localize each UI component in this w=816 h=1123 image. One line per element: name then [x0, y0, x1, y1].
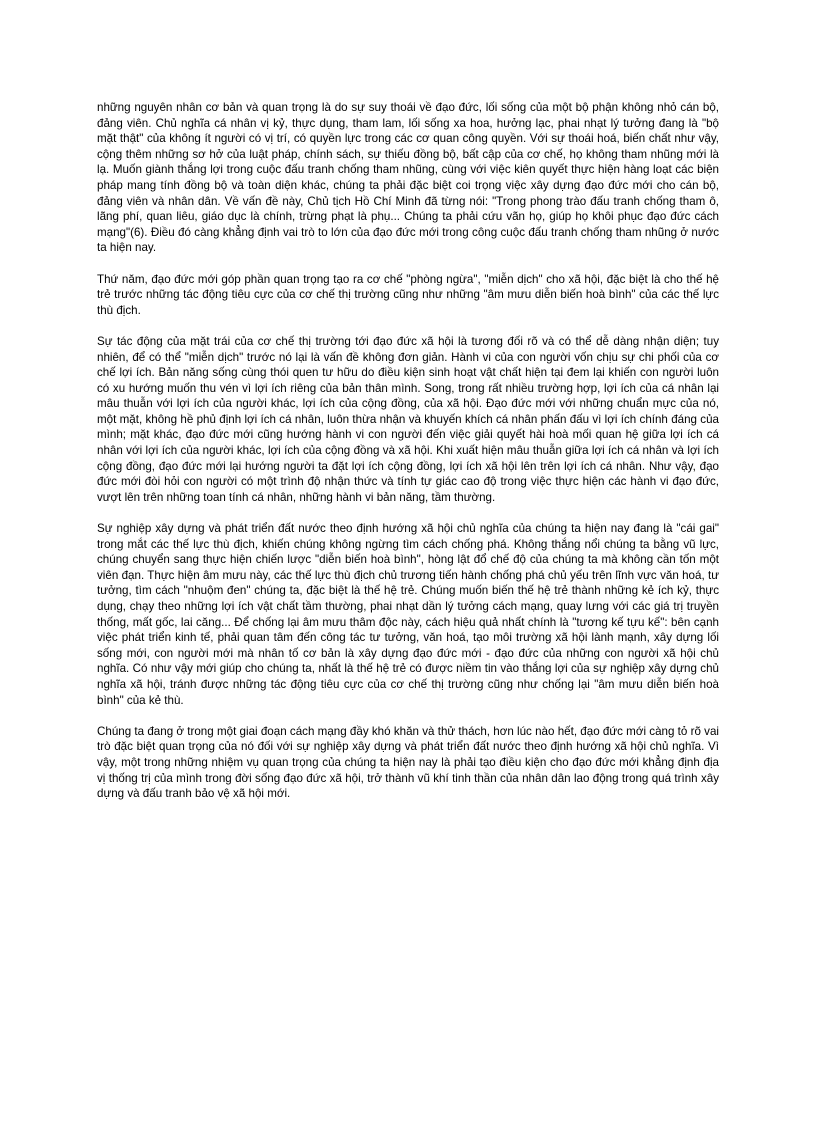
paragraph-4: Sự nghiệp xây dựng và phát triển đất nước theo định hướng xã hội chủ nghĩa của chúng ta hiện nay đang là "cái gai" trong mắt các thế lực thù địch, khiến chúng không ngừng tìm cách chống phá. Không thắng nổi chúng ta bằng vũ lực, chúng chuyển sang thực hiện chiến lược "diễn biến hoà bình", hòng lật đổ chế độ của chúng ta mà không cần tốn một viên đạn. Thực hiện âm mưu này, các thế lực thù địch chủ trương tiến hành chống phá chủ yếu trên lĩnh vực văn hoá, tư tưởng, tìm cách "nhuộm đen" chúng ta, đặc biệt là thế hệ trẻ. Chúng muốn biến thế hệ trẻ thành những kẻ ích kỷ, thực dụng, chạy theo những lợi ích vật chất tầm thường, phai nhạt dần lý tưởng cách mạng, quay lưng với các giá trị truyền thống, mất gốc, lai căng... Để chống lại âm mưu thâm độc này, cách hiệu quả nhất chính là "tương kế tựu kế": bên cạnh việc phát triển kinh tế, phải quan tâm đến công tác tư tưởng, văn hoá, tạo môi trường xã hội lành mạnh, xây dựng lối sống mới, con người mới mà nhân tố cơ bản là xây dựng đạo đức mới - đạo đức của những con người xã hội chủ nghĩa. Có như vậy mới giúp cho chúng ta, nhất là thế hệ trẻ có được niềm tin vào thắng lợi của sự nghiệp xây dựng chủ nghĩa xã hội, tránh được những tác động tiêu cực của cơ chế thị trường cũng như chống lại "âm mưu diễn biến hoà bình" của kẻ thù. — [97, 522, 719, 707]
paragraph-2: Thứ năm, đạo đức mới góp phần quan trọng tạo ra cơ chế "phòng ngừa", "miễn dịch" cho xã hội, đặc biệt là cho thế hệ trẻ trước những tác động tiêu cực của cơ chế thị trường cũng như những "âm mưu diễn biến hoà bình" của các thế lực thù địch. — [97, 272, 719, 317]
document-page — [97, 100, 719, 802]
paragraph-1: những nguyên nhân cơ bản và quan trọng là do sự suy thoái về đạo đức, lối sống của một bộ phận không nhỏ cán bộ, đảng viên. Chủ nghĩa cá nhân vị kỷ, thực dụng, tham lam, lối sống xa hoa, hưởng lạc, phai nhạt lý tưởng đang là "bộ mặt thật" của không ít người có vị trí, có quyền lực trong các cơ quan công quyền. Với sự thoái hoá, biến chất như vậy, cộng thêm những sơ hở của luật pháp, chính sách, sự thiếu đồng bộ, bất cập của cơ chế, họ không tham nhũng mới là lạ. Muốn giành thắng lợi trong cuộc đấu tranh chống tham nhũng, cùng với việc kiên quyết thực hiện hàng loạt các biện pháp mang tính đồng bộ và toàn diện khác, chúng ta phải đặc biệt coi trọng việc xây dựng đạo đức mới cho cán bộ, đảng viên và nhân dân. Về vấn đề này, Chủ tịch Hồ Chí Minh đã từng nói: "Trong phong trào đấu tranh chống tham ô, lãng phí, quan liêu, giáo dục là chính, trừng phạt là phụ... Chúng ta phải cứu vãn họ, giúp họ khôi phục đạo đức cách mạng"(6). Điều đó càng khẳng định vai trò to lớn của đạo đức mới trong công cuộc đấu tranh chống tham nhũng ở nước ta hiện nay. — [97, 101, 719, 255]
paragraph-5: Chúng ta đang ở trong một giai đoạn cách mạng đầy khó khăn và thử thách, hơn lúc nào hết, đạo đức mới càng tỏ rõ vai trò đặc biệt quan trọng của nó đối với sự nghiệp xây dựng và phát triển đất nước theo định hướng xã hội chủ nghĩa. Vì vậy, một trong những nhiệm vụ quan trọng của chúng ta hiện nay là phải tạo điều kiện cho đạo đức mới khẳng định địa vị thống trị của mình trong đời sống đạo đức xã hội, trở thành vũ khí tinh thần của nhân dân lao động trong quá trình xây dựng và đấu tranh bảo vệ xã hội mới. — [97, 724, 719, 801]
paragraph-3: Sự tác động của mặt trái của cơ chế thị trường tới đạo đức xã hội là tương đối rõ và có thể dễ dàng nhận diện; tuy nhiên, để có thể "miễn dịch" trước nó lại là vấn đề không đơn giản. Hành vi của con người vốn chịu sự chi phối của cơ chế lợi ích. Bản năng sống cùng thói quen tư hữu do điều kiện sinh hoạt vật chất hiện tại đem lại khiến con người luôn có xu hướng muốn thu vén vì lợi ích riêng của bản thân mình. Song, trong rất nhiều trường hợp, lợi ích của cá nhân lại mâu thuẫn với lợi ích của người khác, lợi ích của cộng đồng, của xã hội. Đạo đức mới với những chuẩn mực của nó, một mặt, không hề phủ định lợi ích cá nhân, luôn thừa nhận và khuyến khích cá nhân phấn đấu vì lợi ích chính đáng của mình; mặt khác, đạo đức mới cũng hướng hành vi con người đến việc giải quyết hài hoà mối quan hệ giữa lợi ích cá nhân với lợi ích của người khác, lợi ích của cộng đồng và xã hội. Khi xuất hiện mâu thuẫn giữa lợi ích cá nhân và lợi ích cộng đồng, đạo đức mới lại hướng người ta đặt lợi ích cộng đồng, lợi ích xã hội lên trên lợi ích cá nhân. Như vậy, đạo đức mới đòi hỏi con người có một trình độ nhận thức và tính tự giác cao độ trong việc thực hiện các hành vi đạo đức, vượt lên trên những toan tính cá nhân, những hành vi bản năng, tầm thường. — [97, 334, 719, 504]
